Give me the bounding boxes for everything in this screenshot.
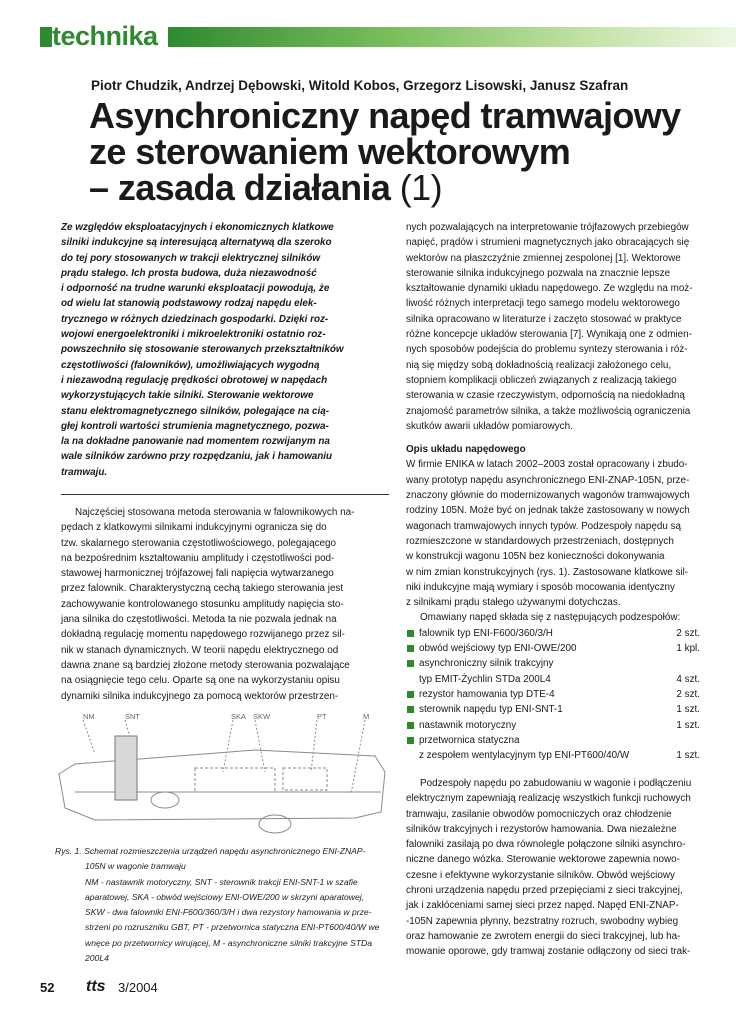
body-line: silników trakcyjnych i rezystorów hamowania. Dwa niezależne (406, 823, 677, 835)
body-line: Podzespoły napędu po zabudowaniu w wagonie i podłączeniu (420, 778, 692, 789)
part-label: sterownik napędu typ ENI-SNT-1 (419, 704, 563, 716)
body-line: nik w stanach dynamicznych. W teorii napędu elektrycznego od (61, 644, 339, 656)
lead-line: Ze względów eksploatacyjnych i ekonomicznych klatkowe (61, 222, 334, 233)
part-label: rezystor hamowania typ DTE-4 (419, 688, 555, 700)
lead-line: stanu elektromagnetycznego silników, polegające na cią- (61, 405, 329, 417)
body-line: jak i zakłóceniami samej sieci przez napęd. Napęd ENI-ZNAP- (406, 900, 679, 912)
list-item (406, 733, 706, 748)
article-authors: Piotr Chudzik, Andrzej Dębowski, Witold Kobos, Grzegorz Lisowski, Janusz Szafran (91, 78, 629, 93)
figure-caption (55, 844, 390, 966)
caption-line: NM - nastawnik motoryczny, SNT - sterownik trakcji ENI-SNT-1 w szafie (85, 876, 358, 887)
body-line: wektorów na płaszczyźnie zmiennej zespolonej [1]. Wektorowe (406, 252, 681, 264)
list-item (406, 656, 706, 671)
page-footer (40, 978, 158, 1000)
body-line: stawowej harmonicznej trójfazowej fali napięcia wytwarzanego (61, 568, 334, 580)
bullet-icon (407, 706, 414, 713)
body-line: rodziny 105N. Może być on jednak także zastosowany w nowych (406, 505, 690, 517)
bullet-icon (407, 722, 414, 729)
converter-box (283, 768, 327, 790)
leader-pt (311, 720, 317, 772)
bullet-icon (407, 630, 414, 637)
body-line: dynamiki silnika indukcyjnego za pomocą wektorów przestrzen- (61, 690, 339, 702)
lead-line: powszechniło się stosowanie sterowanych przekształtników (61, 344, 344, 356)
lead-line: prądu stałego. Ich prosta budowa, duża niezawodność (61, 267, 317, 279)
body-line: wany prototyp napędu asynchronicznego ENI-ZNAP-105N, prze- (406, 474, 690, 486)
body-line: dawna znane są bardziej złożone metody sterowania pozwalające (61, 659, 350, 671)
equipment-box (195, 768, 275, 792)
body-line: -105N zapewnia płynny, bezstratny rozruch, swobodny wybieg (406, 915, 679, 927)
front-bogie (151, 792, 179, 808)
body-line: z silnikami prądu stałego używanymi dotychczas. (406, 597, 621, 609)
body-line: niki indukcyjne mają wymiary i sposób mocowania identyczny (406, 581, 675, 593)
list-intro: Omawiany napęd składa się z następujących podzespołów: (420, 612, 681, 624)
figure-label-snt: SNT (125, 712, 140, 721)
lead-line: wojowi energoelektroniki i mikroelektroniki ostatnio roz- (61, 329, 326, 341)
part-quantity: 1 szt. (676, 750, 700, 762)
body-line: sterowanie silnika indukcyjnego pozwala na znacznie lepsze (406, 267, 671, 279)
lead-line: i odporność na trudne warunki eksploatacji powodują, że (61, 283, 330, 295)
body-line: sterowania w czasie rzeczywistym, odpornością na niedokładną (406, 390, 685, 402)
body-line: nych sposobów podejścia do problemu syntezy sterowania i róż- (406, 344, 688, 356)
lead-line: głej kontroli wartości strumienia magnetycznego, pozwa- (61, 420, 329, 432)
leader-skw (255, 720, 265, 772)
title-line (89, 167, 681, 208)
part-label: przetwornica statyczna (419, 734, 520, 746)
lead-line: częstotliwości (falowników), umożliwiających wygodną (61, 359, 320, 371)
lead-line: i niezawodną regulację prędkości obrotowej w napędach (61, 374, 328, 386)
part-label: obwód wejściowy typ ENI-OWE/200 (419, 643, 577, 655)
list-item-continuation (406, 748, 706, 763)
lead-line: trycznego w różnych dziedzinach gospodarki. Dzięki roz- (61, 313, 329, 325)
magazine-logo: tts (86, 978, 106, 995)
body-line: rozmieszczone w standardowych przestrzeniach, dostępnych (406, 535, 674, 547)
part-label: asynchroniczny silnik trakcyjny (419, 658, 554, 670)
title-part-number: (1) (399, 167, 442, 208)
lead-line: la na dokładne panowanie nad momentem rozwijanym na (61, 436, 330, 448)
part-quantity: 1 szt. (676, 719, 700, 731)
body-line: chroni urządzenia napędu przed przepięciami z sieci trakcyjnej, (406, 885, 683, 897)
body-line: w nim zmian konstrukcyjnych (rys. 1). Zastosowane klatkowe sil- (406, 566, 689, 578)
parts-list (406, 626, 706, 764)
article-title (89, 95, 681, 208)
list-item (406, 718, 706, 733)
caption-line: wnęce po przetwornicy wirującej, M - asynchroniczne silniki trakcyjne STDa (85, 937, 373, 948)
part-quantity: 1 szt. (676, 704, 700, 716)
part-label: nastawnik motoryczny (419, 719, 517, 731)
figure-label-skw: SKW (253, 712, 271, 721)
list-item (406, 641, 706, 656)
part-quantity: 2 szt. (676, 688, 700, 700)
figure-label-ska: SKA (231, 712, 247, 721)
right-bottom-text (406, 776, 706, 960)
body-line: pędach z klatkowymi silnikami indukcyjnymi ogranicza się do (61, 522, 327, 534)
lead-line: silniki indukcyjne są interesującą alternatywą dla szeroko (61, 237, 332, 249)
bullet-icon (407, 691, 414, 698)
figure-label-pt: PT (317, 712, 327, 721)
lead-line: tramwaju. (61, 466, 108, 478)
part-quantity: 4 szt. (676, 673, 700, 685)
figure-label-m: M (363, 712, 370, 721)
body-line: wagonach tramwajowych innych typów. Podzespoły napędu są (406, 520, 682, 532)
section-gradient-bar (168, 27, 736, 47)
body-line: elektrycznym zapewniają realizację wszystkich funkcji ruchowych (406, 793, 691, 805)
body-line: napięć, prądów i strumieni magnetycznych jako obracających się (406, 237, 690, 249)
leader-m (351, 720, 365, 794)
subheading: Opis układu napędowego (406, 444, 526, 456)
tram-schematic-figure (55, 712, 390, 838)
body-line: tramwaju, zasilanie obwodów pomocniczych oraz chłodzenie (406, 808, 672, 820)
right-column-text (406, 220, 706, 763)
body-line: jana silnika do częstotliwości. Metoda ta nie pozwala jednak na (61, 614, 337, 626)
body-line: Najczęściej stosowana metoda sterowania w falownikowych na- (75, 507, 355, 518)
body-line: liwość różnych interpretacji tego samego modelu wektorowego (406, 298, 680, 310)
left-body-text (61, 505, 389, 704)
lead-line: wykorzystujących takie silniki. Sterowanie wektorowe (61, 390, 314, 402)
caption-line: 105N w wagonie tramwaju (85, 861, 186, 872)
lead-line: do tej pory stosowanych w trakcji elektrycznej silników (61, 252, 321, 264)
tram-body-outline (59, 750, 385, 820)
body-line: zachowywanie kontrolowanego stosunku amplitudy napięcia sto- (61, 598, 344, 610)
control-cabinet (115, 736, 137, 800)
part-quantity: 1 kpl. (676, 643, 700, 655)
tram-schematic (55, 712, 390, 838)
part-label: typ EMIT-Żychlin STDa 200L4 (419, 673, 551, 685)
body-line: stopniem komplikacji obliczeń związanych z realizacją takiego (406, 374, 677, 386)
body-line: oraz hamowanie ze zwrotem energii do sieci trakcyjnej, lub ha- (406, 930, 681, 942)
lead-paragraph (61, 220, 389, 480)
body-line: falowniki zasilają po dwa równolegle połączone silniki asynchro- (406, 839, 686, 851)
figure-label-nm: NM (83, 712, 95, 721)
body-line: nią się między sobą dokładnością realizacji założonego celu, (406, 359, 672, 371)
section-header (0, 21, 736, 51)
title-line: Asynchroniczny napęd tramwajowy (89, 95, 681, 136)
part-label: z zespołem wentylacyjnym typ ENI-PT600/40/W (419, 750, 630, 762)
leader-nm (83, 720, 95, 754)
part-quantity: 2 szt. (676, 627, 700, 639)
caption-line: SKW - dwa falowniki ENI-F600/360/3/H i dwa rezystory hamowania w prze- (85, 907, 372, 918)
body-line: przez falownik. Charakterystyczną cechą takiego sterowania jest (61, 583, 344, 595)
title-line: ze sterowaniem wektorowym (89, 131, 571, 172)
lead-divider (61, 494, 389, 495)
body-line: nych pozwalających na interpretowanie trójfazowych przebiegów (406, 222, 689, 233)
bullet-icon (407, 737, 414, 744)
page-number: 52 (40, 980, 55, 995)
body-line: kształtowanie dynamiki układu napędowego. Ze względu na moż- (406, 283, 693, 295)
part-label: falownik typ ENI-F600/360/3/H (419, 627, 553, 639)
body-line: skutków awarii układów pomiarowych. (406, 420, 573, 432)
caption-line: 200L4 (85, 953, 109, 964)
list-item-continuation (406, 672, 706, 687)
rear-bogie (259, 815, 291, 833)
issue-number: 3/2004 (118, 980, 158, 995)
section-title: technika (52, 21, 158, 51)
section-marker (40, 27, 52, 47)
leader-ska (223, 720, 233, 772)
body-line: niczne danego wózka. Sterowanie wektorowe zapewnia nowo- (406, 854, 680, 866)
body-line: czesne i efektywne wykorzystanie silników. Obwód wejściowy (406, 869, 675, 881)
list-item (406, 626, 706, 641)
body-line: różne koncepcje układów sterowania [7]. Wynikają one z odmien- (406, 329, 692, 341)
body-line: znajomość parametrów silnika, a także możliwością ograniczenia (406, 405, 691, 417)
body-line: na bezpośrednim kształtowaniu amplitudy i częstotliwości pod- (61, 552, 335, 564)
body-line: na osiągnięcie tego celu. Oparte są one na wykorzystaniu opisu (61, 675, 340, 687)
body-line: mowanie oporowe, gdy tramwaj zostanie odłączony od sieci trak- (406, 946, 691, 958)
body-line: znaczony głównie do modernizowanych wagonów tramwajowych (406, 490, 690, 502)
list-item (406, 687, 706, 702)
body-line: W firmie ENIKA w latach 2002–2003 został opracowany i zbudo- (406, 459, 688, 471)
caption-line: strzeni po rozruszniku GBT, PT - przetwornica statyczna ENI-PT600/40/W we (85, 922, 380, 933)
title-line-text: – zasada działania (89, 167, 391, 208)
body-line: tzw. skalarnego sterowania częstotliwościowego, polegającego (61, 537, 337, 549)
body-line: dokładną regulację momentu napędowego rozwijanego przez sil- (61, 629, 345, 641)
lead-line: od wielu lat stanowią podstawowy rodzaj napędu elek- (61, 298, 317, 310)
caption-line: Rys. 1. Schemat rozmieszczenia urządzeń napędu asynchronicznego ENI-ZNAP- (55, 846, 366, 856)
bullet-icon (407, 645, 414, 652)
body-line: silnika opracowano w literaturze i zaczęto stosować w praktyce (406, 313, 682, 325)
caption-line: aparatowej, SKA - obwód wejściowy ENI-OWE/200 w skrzyni aparatowej, (85, 891, 365, 902)
list-item (406, 702, 706, 717)
bullet-icon (407, 660, 414, 667)
lead-line: wale silników zarówno przy rozpędzaniu, jak i hamowaniu (61, 451, 333, 463)
body-line: w konstrukcji wagonu 105N bez konieczności dokonywania (406, 551, 665, 563)
